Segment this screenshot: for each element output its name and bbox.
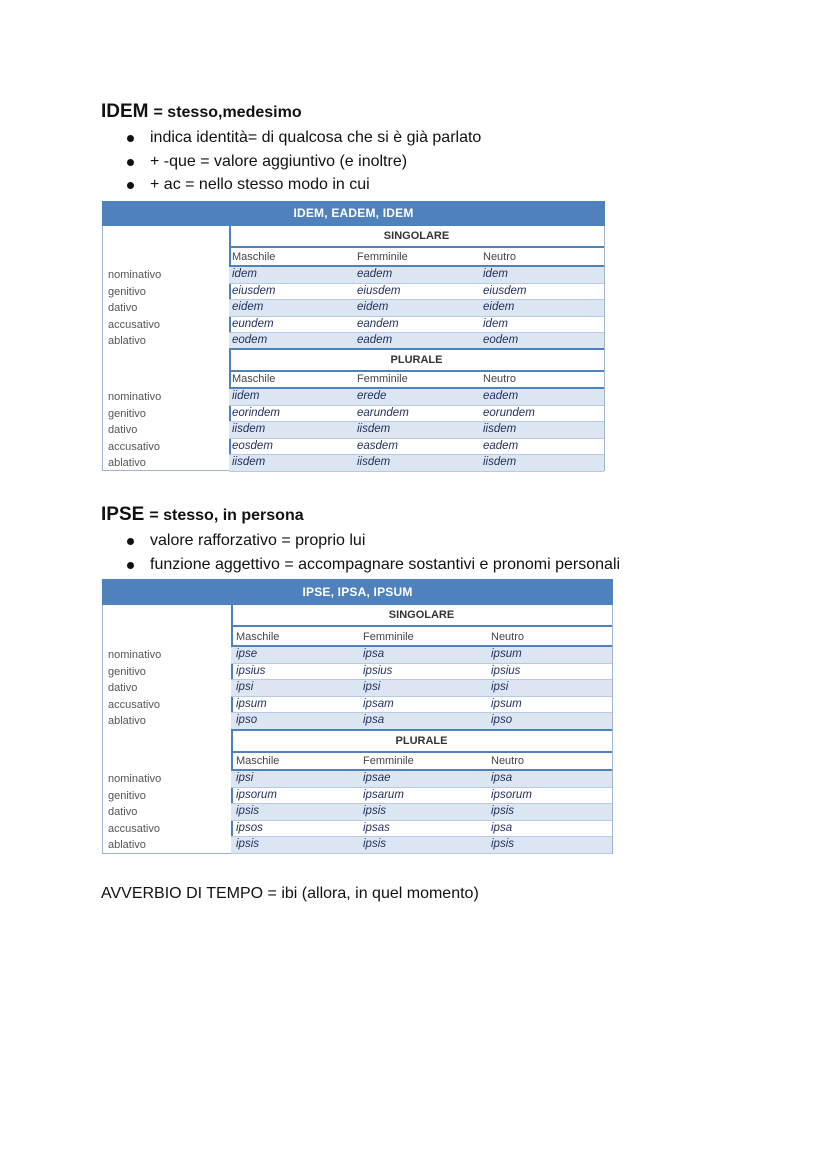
table-cell: ipsos — [236, 821, 263, 834]
list-item — [124, 529, 620, 553]
bullet-text: funzione aggettivo = accompagnare sostantivi e pronomi personali — [150, 555, 621, 573]
table-cell: eandem — [357, 317, 399, 330]
table-cell: ipsam — [363, 697, 394, 710]
table-cell: eiusdem — [357, 284, 401, 297]
idem-definition: = stesso,medesimo — [153, 104, 302, 121]
column-header: Femminile — [357, 373, 408, 385]
table-cell: idem — [483, 268, 508, 280]
table-grid — [102, 605, 613, 854]
singular-section — [231, 605, 612, 729]
table-cell: iisdem — [357, 456, 391, 468]
singular-section — [229, 226, 604, 348]
table-row — [229, 300, 604, 317]
bullet-text: indica identità= di qualcosa che si è già parlato — [150, 129, 482, 146]
case-label: ablativo — [108, 457, 146, 469]
table-cell: iisdem — [232, 456, 266, 468]
table-cell: ipsi — [236, 681, 254, 693]
bullet-icon — [127, 562, 134, 569]
table-row — [231, 680, 612, 697]
table-cell: ipsi — [491, 681, 509, 693]
plural-header: PLURALE — [231, 729, 612, 753]
column-header: Maschile — [236, 755, 280, 767]
case-label: dativo — [108, 806, 138, 818]
table-row — [229, 422, 604, 439]
table-cell: ipsorum — [491, 788, 532, 801]
table-row — [231, 697, 612, 714]
case-label: nominativo — [108, 649, 162, 661]
case-label: dativo — [108, 424, 138, 436]
case-label: accusativo — [108, 822, 160, 835]
case-label: accusativo — [108, 440, 160, 453]
table-cell: idem — [483, 317, 508, 330]
table-cell: eodem — [483, 334, 519, 346]
table-cell: eundem — [232, 317, 274, 330]
table-row — [231, 837, 612, 854]
column-header: Neutro — [491, 755, 525, 767]
list-item — [124, 553, 620, 577]
table-cell: eidem — [357, 301, 389, 313]
column-headers — [231, 753, 612, 771]
plural-section — [231, 729, 612, 853]
table-cell: erede — [357, 390, 387, 402]
table-title: IPSE, IPSA, IPSUM — [102, 579, 613, 605]
table-cell: ipsis — [236, 805, 260, 817]
table-cell: ipsa — [491, 772, 513, 784]
table-row — [231, 788, 612, 805]
table-row — [231, 664, 612, 681]
table-cell: ipsi — [236, 772, 254, 784]
bullet-icon — [127, 159, 134, 166]
bullet-text: valore rafforzativo = proprio lui — [150, 532, 366, 549]
table-cell: ipsum — [236, 697, 267, 710]
table-cell: eadem — [483, 439, 519, 452]
table-row — [231, 804, 612, 821]
table-cell: ipsa — [363, 714, 385, 726]
table-cell: ipsae — [363, 772, 391, 784]
table-cell: ipsorum — [236, 788, 277, 801]
table-cell: ipsis — [491, 805, 515, 817]
idem-term: IDEM — [101, 101, 149, 122]
singular-header: SINGOLARE — [229, 226, 604, 248]
table-cell: eorindem — [232, 406, 280, 419]
table-cell: ipsa — [491, 821, 513, 834]
column-header: Maschile — [232, 373, 276, 385]
plural-header: PLURALE — [229, 348, 604, 372]
table-cell: eidem — [483, 301, 515, 313]
table-cell: eadem — [357, 268, 393, 280]
table-cell: idem — [232, 268, 257, 280]
table-cell: ipsas — [363, 821, 390, 834]
plural-section — [229, 348, 604, 470]
table-row — [229, 389, 604, 406]
case-label: nominativo — [108, 269, 162, 281]
ipse-definition: = stesso, in persona — [149, 507, 304, 524]
case-label: dativo — [108, 302, 138, 314]
case-label: ablativo — [108, 335, 146, 347]
column-header: Neutro — [491, 631, 525, 643]
table-cell: eodem — [232, 334, 268, 346]
ipse-heading — [101, 504, 304, 526]
table-row — [229, 267, 604, 284]
table-row — [231, 821, 612, 838]
table-cell: ipsius — [491, 664, 521, 677]
table-cell: ipsius — [236, 664, 266, 677]
table-cell: ipso — [491, 714, 513, 726]
bullet-icon — [127, 538, 134, 545]
singular-header: SINGOLARE — [231, 605, 612, 627]
table-cell: eorundem — [483, 406, 535, 419]
table-title: IDEM, EADEM, IDEM — [102, 201, 605, 226]
table-row — [231, 647, 612, 664]
case-label: ablativo — [108, 839, 146, 851]
table-grid — [102, 226, 605, 471]
table-cell: iidem — [232, 390, 260, 402]
idem-bullet-list — [124, 126, 481, 197]
table-cell: ipso — [236, 714, 258, 726]
adverb-note: AVVERBIO DI TEMPO = ibi (allora, in quel momento) — [101, 885, 479, 902]
table-cell: eiusdem — [483, 284, 527, 297]
table-cell: ipsa — [363, 648, 385, 660]
table-row — [229, 455, 604, 472]
list-item — [124, 150, 481, 174]
bullet-icon — [127, 135, 134, 142]
case-label: accusativo — [108, 318, 160, 331]
column-headers — [229, 372, 604, 389]
table-row — [231, 771, 612, 788]
column-headers — [229, 250, 604, 267]
case-label: nominativo — [108, 773, 162, 785]
bullet-text: + ac = nello stesso modo in cui — [150, 176, 370, 193]
table-cell: iisdem — [483, 423, 517, 435]
table-cell: eiusdem — [232, 284, 276, 297]
column-header: Femminile — [363, 755, 414, 767]
table-cell: ipsis — [236, 838, 260, 850]
table-row — [229, 439, 604, 456]
case-label: genitivo — [108, 665, 146, 678]
ipse-declension-table — [102, 579, 613, 854]
case-label: ablativo — [108, 715, 146, 727]
case-label: genitivo — [108, 789, 146, 802]
column-header: Maschile — [232, 251, 276, 263]
table-cell: ipsarum — [363, 788, 404, 801]
table-cell: ipsius — [363, 664, 393, 677]
bullet-text: + -que = valore aggiuntivo (e inoltre) — [150, 152, 408, 170]
table-row — [229, 317, 604, 334]
table-cell: earundem — [357, 406, 409, 419]
table-cell: ipsis — [491, 838, 515, 850]
table-cell: eosdem — [232, 439, 273, 452]
case-label: nominativo — [108, 391, 162, 403]
case-label: dativo — [108, 682, 138, 694]
case-label: genitivo — [108, 285, 146, 298]
idem-heading — [101, 101, 302, 123]
table-cell: ipsi — [363, 681, 381, 693]
table-cell: ipse — [236, 648, 258, 660]
column-header: Maschile — [236, 631, 280, 643]
column-header: Neutro — [483, 373, 517, 385]
table-cell: iisdem — [357, 423, 391, 435]
column-header: Neutro — [483, 251, 517, 263]
table-cell: iisdem — [483, 456, 517, 468]
case-label: genitivo — [108, 407, 146, 420]
table-cell: easdem — [357, 439, 398, 452]
case-label: accusativo — [108, 698, 160, 711]
column-header: Femminile — [363, 631, 414, 643]
ipse-term: IPSE — [101, 504, 145, 525]
list-item — [124, 126, 481, 150]
list-item — [124, 173, 481, 197]
idem-declension-table — [102, 201, 605, 471]
column-headers — [231, 629, 612, 647]
table-cell: ipsum — [491, 697, 522, 710]
table-cell: eidem — [232, 301, 264, 313]
table-cell: eadem — [357, 334, 393, 346]
table-row — [229, 284, 604, 301]
table-row — [229, 406, 604, 423]
table-row — [231, 713, 612, 730]
bullet-icon — [127, 182, 134, 189]
table-cell: eadem — [483, 390, 519, 402]
column-header: Femminile — [357, 251, 408, 263]
table-cell: ipsis — [363, 838, 387, 850]
ipse-bullet-list — [124, 529, 620, 576]
table-cell: ipsis — [363, 805, 387, 817]
table-cell: iisdem — [232, 423, 266, 435]
table-cell: ipsum — [491, 648, 522, 660]
